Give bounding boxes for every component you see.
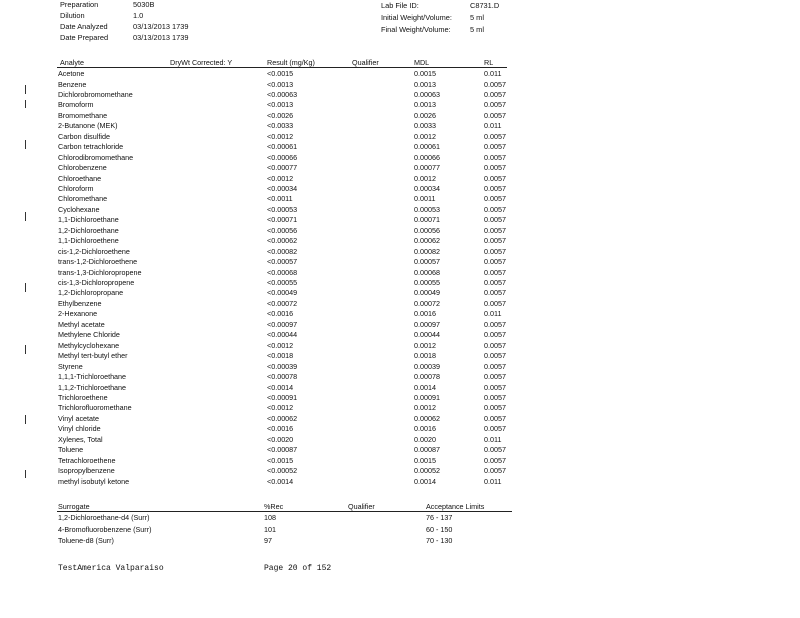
table-row [0, 299, 800, 309]
rl-value: 0.0057 [484, 278, 506, 287]
rl-value: 0.0057 [484, 100, 506, 110]
mdl-value: 0.0014 [414, 476, 436, 486]
table-row [0, 383, 800, 393]
rl-value: 0.0057 [484, 152, 506, 162]
mdl-value: 0.0016 [414, 309, 436, 319]
table-row [0, 288, 800, 298]
analyte-name: Tetrachloroethene [58, 455, 116, 465]
rl-value: 0.0057 [484, 215, 506, 225]
rl-value: 0.0057 [484, 183, 506, 193]
table-row [0, 362, 800, 372]
result-value: <0.00087 [267, 445, 298, 455]
analyte-name: trans-1,3-Dichloropropene [58, 267, 142, 277]
table-row [0, 153, 800, 163]
analyte-name: Ethylbenzene [58, 298, 102, 308]
table-row [0, 341, 800, 351]
rl-value: 0.0057 [484, 455, 506, 465]
mdl-value: 0.00053 [414, 204, 440, 214]
table-row [0, 268, 800, 278]
rl-value: 0.0057 [484, 351, 506, 361]
mdl-value: 0.00072 [414, 298, 440, 308]
rl-value: 0.0057 [484, 267, 506, 277]
result-value: <0.0026 [267, 110, 294, 120]
analyte-name: Chloroform [58, 183, 94, 193]
mdl-value: 0.0026 [414, 110, 436, 120]
analyte-name: Trichlorofluoromethane [58, 403, 132, 413]
result-value: <0.0013 [267, 100, 294, 110]
table-row [0, 393, 800, 403]
mdl-value: 0.0012 [414, 340, 436, 350]
rl-value: 0.0057 [484, 194, 506, 204]
analyte-name: Bromoform [58, 100, 94, 110]
rl-value: 0.011 [484, 309, 502, 319]
analyte-name: Xylenes, Total [58, 434, 103, 444]
table-row [0, 121, 800, 131]
mdl-value: 0.00034 [414, 183, 440, 193]
table-row [0, 111, 800, 121]
result-value: <0.00078 [267, 372, 298, 381]
result-value: <0.00057 [267, 257, 298, 267]
result-value: <0.00053 [267, 204, 298, 214]
analyte-name: Styrene [58, 361, 83, 371]
analyte-name: Cyclohexane [58, 204, 100, 214]
rl-value: 0.011 [484, 121, 502, 131]
table-row [0, 351, 800, 361]
result-value: <0.00091 [267, 392, 298, 402]
result-value: <0.00072 [267, 298, 298, 308]
table-row [0, 435, 800, 445]
analyte-name: Dichlorobromomethane [58, 89, 133, 99]
rl-value: 0.0057 [484, 330, 506, 340]
rl-value: 0.0057 [484, 319, 506, 329]
rl-value: 0.0057 [484, 288, 506, 298]
result-value: <0.00049 [267, 288, 298, 298]
analyte-name: Methylene Chloride [58, 330, 120, 340]
table-row [0, 226, 800, 236]
result-value: <0.0020 [267, 434, 294, 444]
analyte-name: Vinyl chloride [58, 424, 101, 434]
preparation-label: Preparation [60, 0, 99, 9]
result-value: <0.0018 [267, 351, 294, 361]
mdl-value: 0.0015 [414, 455, 436, 465]
table-row [0, 445, 800, 455]
col-analyte: Analyte [60, 58, 84, 67]
rl-value: 0.0057 [484, 257, 506, 267]
mdl-value: 0.0012 [414, 173, 436, 183]
rl-value: 0.0057 [484, 466, 506, 476]
table-row [0, 174, 800, 184]
surrogate-name: Toluene-d8 (Surr) [58, 536, 114, 545]
table-row [0, 456, 800, 466]
table-row [0, 257, 800, 267]
table-row [0, 100, 800, 110]
limits-value: 76 - 137 [426, 513, 453, 522]
mdl-value: 0.00097 [414, 319, 440, 329]
rl-value: 0.0057 [484, 382, 506, 392]
table-row [0, 247, 800, 257]
rl-value: 0.0057 [484, 89, 506, 99]
col-rec: %Rec [264, 502, 284, 511]
analyte-name: Benzene [58, 79, 87, 89]
rl-value: 0.0057 [484, 225, 506, 235]
header-rule [57, 67, 507, 68]
mdl-value: 0.0013 [414, 100, 436, 110]
analyte-name: Chlorobenzene [58, 163, 107, 173]
col-mdl: MDL [414, 58, 430, 67]
initial-weight-value: 5 ml [470, 13, 484, 22]
col-rl: RL [484, 58, 494, 67]
rec-value: 97 [264, 536, 272, 545]
analyte-name: Vinyl acetate [58, 413, 100, 423]
mdl-value: 0.0016 [414, 424, 436, 434]
mdl-value: 0.00061 [414, 142, 440, 152]
result-value: <0.0015 [267, 69, 294, 78]
rl-value: 0.0057 [484, 110, 506, 120]
rl-value: 0.011 [484, 476, 502, 486]
result-value: <0.00061 [267, 142, 298, 152]
analyte-name: 2-Hexanone [58, 309, 98, 319]
rl-value: 0.0057 [484, 298, 506, 308]
rl-value: 0.011 [484, 434, 502, 444]
table-row [0, 330, 800, 340]
table-row [0, 163, 800, 173]
col-acceptance-limits: Acceptance Limits [426, 502, 485, 511]
table-row [0, 215, 800, 225]
mdl-value: 0.00071 [414, 215, 440, 225]
table-row [0, 278, 800, 288]
lab-file-id-value: C8731.D [470, 1, 500, 10]
surrogate-name: 4-Bromofluorobenzene (Surr) [58, 524, 152, 534]
mdl-value: 0.00066 [414, 152, 440, 162]
table-row [0, 184, 800, 194]
limits-value: 70 - 130 [426, 536, 453, 545]
analyte-name: Acetone [58, 69, 85, 78]
mdl-value: 0.00063 [414, 89, 440, 99]
result-value: <0.00071 [267, 215, 298, 225]
result-value: <0.00055 [267, 278, 298, 287]
table-row [0, 424, 800, 434]
result-value: <0.0016 [267, 424, 294, 434]
result-value: <0.0012 [267, 403, 294, 413]
analyte-name: Chlorodibromomethane [58, 152, 134, 162]
result-value: <0.0013 [267, 79, 294, 89]
mdl-value: 0.00087 [414, 445, 440, 455]
rl-value: 0.0057 [484, 246, 506, 256]
result-value: <0.00097 [267, 319, 298, 329]
table-row [0, 466, 800, 476]
analyte-name: Chloromethane [58, 194, 108, 204]
result-value: <0.00039 [267, 361, 298, 371]
table-row [0, 414, 800, 424]
rl-value: 0.0057 [484, 204, 506, 214]
result-value: <0.00056 [267, 225, 298, 235]
analyte-name: Chloroethane [58, 173, 102, 183]
table-row [0, 236, 800, 246]
mdl-value: 0.0020 [414, 434, 436, 444]
analyte-name: Methylcyclohexane [58, 340, 120, 350]
analyte-name: trans-1,2-Dichloroethene [58, 257, 138, 267]
analyte-name: 1,1-Dichloroethene [58, 236, 119, 246]
rl-value: 0.0057 [484, 142, 506, 152]
mdl-value: 0.00057 [414, 257, 440, 267]
result-value: <0.0012 [267, 173, 294, 183]
analyte-name: 1,2-Dichloroethane [58, 225, 119, 235]
rl-value: 0.0057 [484, 236, 506, 246]
mdl-value: 0.00049 [414, 288, 440, 298]
rl-value: 0.011 [484, 69, 502, 78]
mdl-value: 0.0012 [414, 131, 436, 141]
surrogate-row [0, 525, 800, 535]
rl-value: 0.0057 [484, 372, 506, 381]
mdl-value: 0.00062 [414, 236, 440, 246]
date-prepared-value: 03/13/2013 1739 [133, 33, 189, 42]
analyte-name: Methyl tert-butyl ether [58, 351, 128, 361]
date-analyzed-label: Date Analyzed [60, 22, 108, 31]
mdl-value: 0.00056 [414, 225, 440, 235]
analyte-name: 2-Butanone (MEK) [58, 121, 118, 131]
rl-value: 0.0057 [484, 392, 506, 402]
surrogate-row [0, 536, 800, 546]
result-value: <0.00063 [267, 89, 298, 99]
rl-value: 0.0057 [484, 79, 506, 89]
page-number: Page 20 of 152 [264, 564, 332, 573]
rec-value: 101 [264, 524, 276, 534]
col-surrogate: Surrogate [58, 502, 90, 511]
table-row [0, 477, 800, 487]
rl-value: 0.0057 [484, 163, 506, 173]
mdl-value: 0.00082 [414, 246, 440, 256]
table-row [0, 205, 800, 215]
table-row [0, 132, 800, 142]
result-value: <0.0014 [267, 476, 294, 486]
result-value: <0.0015 [267, 455, 294, 465]
analyte-name: 1,2-Dichloropropane [58, 288, 124, 298]
col-surr-qualifier: Qualifier [348, 502, 375, 511]
mdl-value: 0.00044 [414, 330, 440, 340]
mdl-value: 0.0033 [414, 121, 436, 131]
dilution-label: Dilution [60, 11, 85, 20]
analyte-name: Toluene [58, 445, 84, 455]
initial-weight-label: Initial Weight/Volume: [381, 13, 452, 22]
col-result: Result (mg/Kg) [267, 58, 315, 67]
rl-value: 0.0057 [484, 424, 506, 434]
mdl-value: 0.00078 [414, 372, 440, 381]
result-value: <0.00062 [267, 413, 298, 423]
surrogate-name: 1,2-Dichloroethane-d4 (Surr) [58, 513, 150, 522]
mdl-value: 0.00052 [414, 466, 440, 476]
col-qualifier: Qualifier [352, 58, 379, 67]
table-row [0, 309, 800, 319]
result-value: <0.0016 [267, 309, 294, 319]
analyte-name: cis-1,2-Dichloroethene [58, 246, 130, 256]
date-analyzed-value: 03/13/2013 1739 [133, 22, 189, 31]
result-value: <0.0012 [267, 340, 294, 350]
result-value: <0.00044 [267, 330, 298, 340]
date-prepared-label: Date Prepared [60, 33, 109, 42]
result-value: <0.00062 [267, 236, 298, 246]
dilution-value: 1.0 [133, 11, 144, 20]
result-value: <0.00052 [267, 466, 298, 476]
mdl-value: 0.0014 [414, 382, 436, 392]
result-value: <0.00077 [267, 163, 298, 173]
analyte-name: Carbon tetrachloride [58, 142, 124, 152]
mdl-value: 0.00039 [414, 361, 440, 371]
mdl-value: 0.00091 [414, 392, 440, 402]
rl-value: 0.0057 [484, 340, 506, 350]
analyte-name: Carbon disulfide [58, 131, 110, 141]
analyte-name: Isopropylbenzene [58, 466, 115, 476]
surrogate-row [0, 513, 800, 523]
table-row [0, 69, 800, 79]
result-value: <0.00082 [267, 246, 298, 256]
result-value: <0.0011 [267, 194, 293, 204]
col-dry-wt: DryWt Corrected: Y [170, 58, 233, 67]
analyte-name: Bromomethane [58, 110, 108, 120]
mdl-value: 0.00068 [414, 267, 440, 277]
analyte-name: Methyl acetate [58, 319, 105, 329]
result-value: <0.0014 [267, 382, 294, 392]
rl-value: 0.0057 [484, 413, 506, 423]
limits-value: 60 - 150 [426, 524, 453, 534]
final-weight-label: Final Weight/Volume: [381, 25, 451, 34]
preparation-value: 5030B [133, 0, 155, 9]
analyte-name: methyl isobutyl ketone [58, 476, 130, 486]
analyte-name: 1,1,1-Trichloroethane [58, 372, 127, 381]
table-row [0, 194, 800, 204]
analyte-name: 1,1,2-Trichloroethane [58, 382, 127, 392]
analyte-name: Trichloroethene [58, 392, 108, 402]
mdl-value: 0.0011 [414, 194, 436, 204]
mdl-value: 0.0013 [414, 79, 436, 89]
mdl-value: 0.0015 [414, 69, 436, 78]
result-value: <0.00068 [267, 267, 298, 277]
rl-value: 0.0057 [484, 445, 506, 455]
footer-lab-name: TestAmerica Valparaiso [58, 564, 164, 573]
surrogate-rule [57, 511, 512, 512]
result-value: <0.00066 [267, 152, 298, 162]
mdl-value: 0.0012 [414, 403, 436, 413]
analyte-name: 1,1-Dichloroethane [58, 215, 119, 225]
table-row [0, 320, 800, 330]
rl-value: 0.0057 [484, 131, 506, 141]
table-row [0, 372, 800, 382]
table-row [0, 80, 800, 90]
table-row [0, 403, 800, 413]
mdl-value: 0.0018 [414, 351, 436, 361]
result-value: <0.0012 [267, 131, 294, 141]
rl-value: 0.0057 [484, 173, 506, 183]
mdl-value: 0.00062 [414, 413, 440, 423]
final-weight-value: 5 ml [470, 25, 484, 34]
mdl-value: 0.00055 [414, 278, 440, 287]
result-value: <0.0033 [267, 121, 294, 131]
mdl-value: 0.00077 [414, 163, 440, 173]
lab-file-id-label: Lab File ID: [381, 1, 419, 10]
analyte-name: cis-1,3-Dichloropropene [58, 278, 135, 287]
rl-value: 0.0057 [484, 361, 506, 371]
rl-value: 0.0057 [484, 403, 506, 413]
rec-value: 108 [264, 513, 276, 522]
table-row [0, 142, 800, 152]
table-row [0, 90, 800, 100]
result-value: <0.00034 [267, 183, 298, 193]
